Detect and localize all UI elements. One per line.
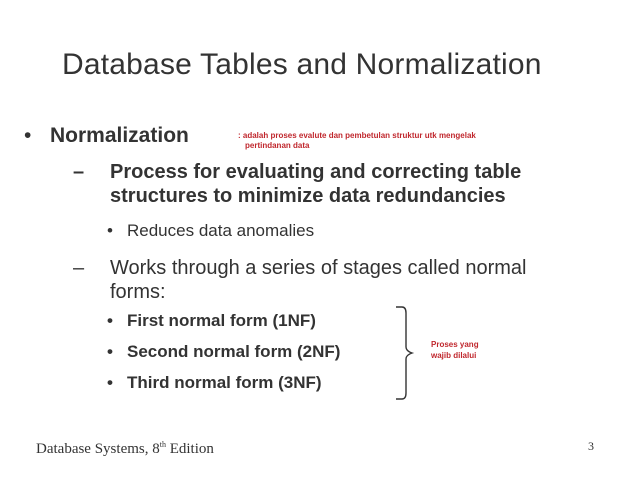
sub-bullet-stages bbox=[73, 256, 613, 304]
side-note bbox=[431, 339, 479, 361]
side-note-line2: wajib dilalui bbox=[431, 351, 477, 360]
form-1nf bbox=[107, 311, 316, 331]
bullet-dot-icon: • bbox=[107, 221, 113, 240]
bullet-dot-icon: • bbox=[107, 342, 113, 361]
bullet-dot-icon: • bbox=[107, 373, 113, 392]
right-bracket-icon bbox=[394, 305, 420, 401]
bullet-dot-icon: • bbox=[24, 124, 32, 147]
annotation-note-line1: : adalah proses evalute dan pembetulan struktur utk mengelak bbox=[238, 131, 476, 140]
form-text: Third normal form (3NF) bbox=[127, 373, 322, 392]
dash-icon: – bbox=[73, 257, 85, 279]
annotation-note-line2: pertindanan data bbox=[245, 141, 310, 150]
sub2-line2: forms: bbox=[110, 281, 166, 303]
side-note-line1: Proses yang bbox=[431, 340, 479, 349]
form-text: Second normal form (2NF) bbox=[127, 342, 341, 361]
form-text: First normal form (1NF) bbox=[127, 311, 316, 330]
point-text: Reduces data anomalies bbox=[127, 221, 315, 240]
slide-title: Database Tables and Normalization bbox=[62, 48, 542, 81]
footer-book-title bbox=[36, 440, 214, 458]
footer-sup: th bbox=[159, 440, 166, 449]
form-3nf bbox=[107, 373, 322, 393]
bullet-dot-icon: • bbox=[107, 311, 113, 330]
sub-bullet-process bbox=[73, 160, 613, 208]
footer-edition: Edition bbox=[165, 441, 214, 457]
sub1-line1: Process for evaluating and correcting table bbox=[110, 161, 522, 183]
point-reduces-anomalies bbox=[107, 221, 314, 241]
bullet-label: Normalization bbox=[50, 124, 189, 147]
page-number: 3 bbox=[588, 439, 594, 453]
dash-icon: – bbox=[73, 161, 85, 183]
bullet-normalization bbox=[24, 124, 189, 148]
sub2-line1: Works through a series of stages called normal bbox=[110, 257, 527, 279]
form-2nf bbox=[107, 342, 340, 362]
sub1-line2: structures to minimize data redundancies bbox=[110, 185, 506, 207]
footer-book: Database Systems, 8 bbox=[36, 441, 160, 457]
